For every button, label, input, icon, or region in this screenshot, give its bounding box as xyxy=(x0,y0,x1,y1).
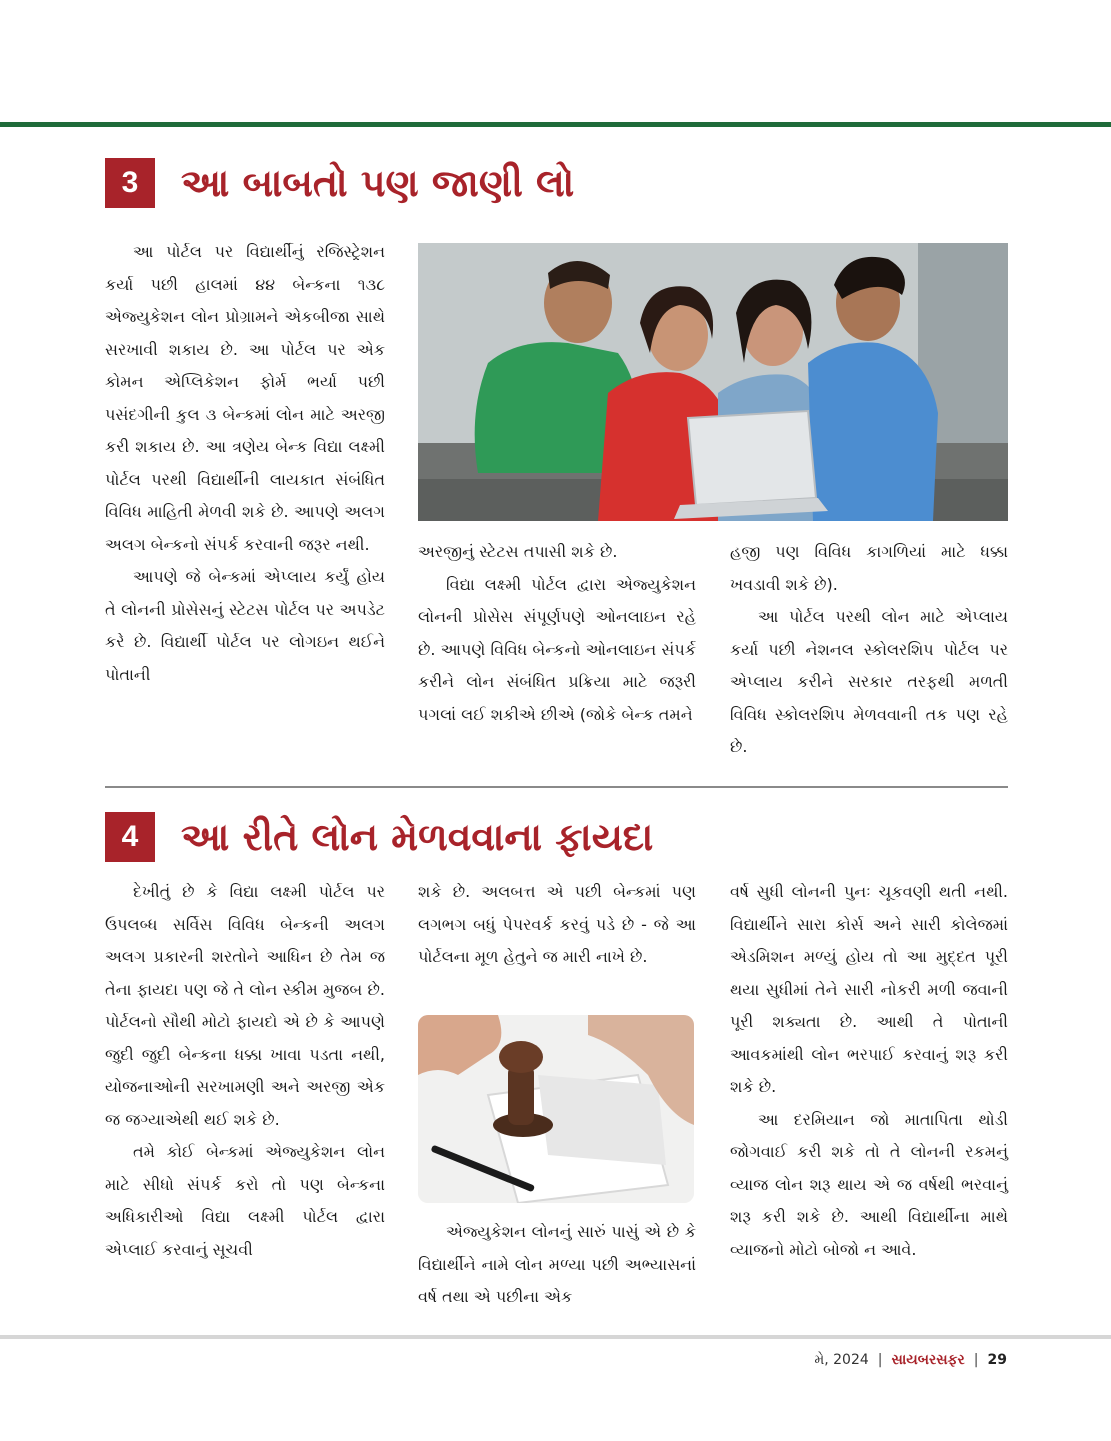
section-4-column-1 xyxy=(105,876,385,1266)
paragraph: આપણે જે બેન્કમાં એપ્લાય કર્યું હોય તે લોનની પ્રોસેસનું સ્ટેટસ પોર્ટલ પર અપડેટ કરે છે. વિદ્યાર્થી પોર્ટલ પર લોગઇન થઈને પોતાની xyxy=(105,567,385,684)
paragraph: આ પોર્ટલ પર વિદ્યાર્થીનું રજિસ્ટ્રેશન કર્યા પછી હાલમાં ૪૪ બેન્કના ૧૩૮ એજ્યુકેશન લોન પ્રોગ્રામને એકબીજા સાથે સરખાવી શકાય છે. આ પોર્ટલ પર એક કોમન એપ્લિકેશન ફોર્મ ભર્યા પછી પસંદગીની કુલ ૩ બેન્કમાં લોન માટે અરજી કરી શકાય છે. આ ત્રણેય બેન્ક વિદ્યા લક્ષ્મી પોર્ટલ પરથી વિદ્યાર્થીની લાયકાત સંબંધિત વિવિધ માહિતી મેળવી શકે છે. આપણે અલગ અલગ બેન્કનો સંપર્ક કરવાની જરૂર નથી. xyxy=(105,242,385,554)
section-3-column-3 xyxy=(730,536,1008,764)
issue-date: મે, 2024 xyxy=(814,1352,869,1368)
stamp-document-photo xyxy=(418,1015,694,1203)
paragraph: અરજીનું સ્ટેટસ તપાસી શકે છે. xyxy=(418,542,618,561)
paragraph: તમે કોઈ બેન્કમાં એજ્યુકેશન લોન માટે સીધો સંપર્ક કરો તો પણ બેન્કના અધિકારીઓ વિદ્યા લક્ષ્મી પોર્ટલ દ્વારા એપ્લાઈ કરવાનું સૂચવી xyxy=(105,1142,385,1259)
magazine-name: સાયબરસફર xyxy=(891,1352,965,1368)
top-green-rule xyxy=(0,122,1111,127)
section-4-column-3 xyxy=(730,876,1008,1266)
paragraph: દેખીતું છે કે વિદ્યા લક્ષ્મી પોર્ટલ પર ઉપલબ્ધ સર્વિસ વિવિધ બેન્કની અલગ અલગ પ્રકારની શરતોને આધિન છે તેમ જ તેના ફાયદા પણ જે તે લોન સ્કીમ મુજબ છે. પોર્ટલનો સૌથી મોટો ફાયદો એ છે કે આપણે જુદી જુદી બેન્કના ધક્કા ખાવા પડતા નથી, યોજનાઓની સરખામણી અને અરજી એક જ જગ્યાએથી થઈ શકે છે. xyxy=(105,882,385,1129)
section-3-column-2 xyxy=(418,536,696,731)
paragraph: આ પોર્ટલ પરથી લોન માટે એપ્લાય કર્યા પછી નેશનલ સ્કોલરશિપ પોર્ટલ પર એપ્લાય કરીને સરકાર તરફથી મળતી વિવિધ સ્કોલરશિપ મેળવવાની તક પણ રહે છે. xyxy=(730,607,1008,756)
section-3-title: આ બાબતો પણ જાણી લો xyxy=(181,161,575,205)
paragraph: આ દરમિયાન જો માતાપિતા થોડી જોગવાઈ કરી શકે તો તે લોનની રકમનું વ્યાજ લોન શરૂ થાય એ જ વર્ષથી ભરવાનું શરૂ કરી શકે છે. આથી વિદ્યાર્થીના માથે વ્યાજનો મોટો બોજો ન આવે. xyxy=(730,1109,1008,1259)
section-4-heading xyxy=(105,812,653,862)
paragraph: શકે છે. અલબત્ત એ પછી બેન્કમાં પણ લગભગ બધું પેપરવર્ક કરવું પડે છે - જે આ પોર્ટલના મૂળ હેતુને જ મારી નાખે છે. xyxy=(418,882,696,966)
section-3-number: 3 xyxy=(105,158,155,208)
paragraph: હજી પણ વિવિધ કાગળિયાં માટે ધક્કા ખવડાવી શકે છે). xyxy=(730,542,1008,594)
paragraph: એજ્યુકેશન લોનનું સારું પાસું એ છે કે વિદ્યાર્થીને નામે લોન મળ્યા પછી અભ્યાસનાં વર્ષ તથા એ પછીના એક xyxy=(418,1222,696,1306)
section-3-column-1 xyxy=(105,236,385,691)
stamp-illustration xyxy=(418,1015,694,1203)
section-3-heading xyxy=(105,158,574,208)
students-laptop-photo xyxy=(418,243,1008,521)
section-4-column-2 xyxy=(418,876,696,974)
students-laptop-illustration xyxy=(418,243,1008,521)
section-4-column-2-continued xyxy=(418,1216,696,1314)
footer-rule xyxy=(0,1335,1111,1339)
page-footer xyxy=(814,1352,1007,1368)
paragraph: વર્ષ સુધી લોનની પુનઃ ચૂકવણી થતી નથી. વિદ્યાર્થીને સારા કોર્સ અને સારી કોલેજમાં એડમિશન મળ્યું હોય તો આ મુદ્દત પૂરી થયા સુધીમાં તેને સારી નોકરી મળી જવાની પૂરી શક્યતા છે. આથી તે પોતાની આવકમાંથી લોન ભરપાઈ કરવાનું શરૂ કરી શકે છે. xyxy=(730,882,1008,1096)
page-number: 29 xyxy=(987,1352,1007,1368)
section-4-title: આ રીતે લોન મેળવવાના ફાયદા xyxy=(181,815,654,859)
footer-separator: | xyxy=(877,1352,883,1368)
section-divider xyxy=(105,786,1008,788)
footer-separator: | xyxy=(973,1352,979,1368)
paragraph: વિદ્યા લક્ષ્મી પોર્ટલ દ્વારા એજ્યુકેશન લોનની પ્રોસેસ સંપૂર્ણપણે ઓનલાઇન રહે છે. આપણે વિવિધ બેન્કનો ઓનલાઇન સંપર્ક કરીને લોન સંબંધિત પ્રક્રિયા માટે જરૂરી પગલાં લઈ શકીએ છીએ (જોકે બેન્ક તમને xyxy=(418,574,696,724)
section-4-number: 4 xyxy=(105,812,155,862)
